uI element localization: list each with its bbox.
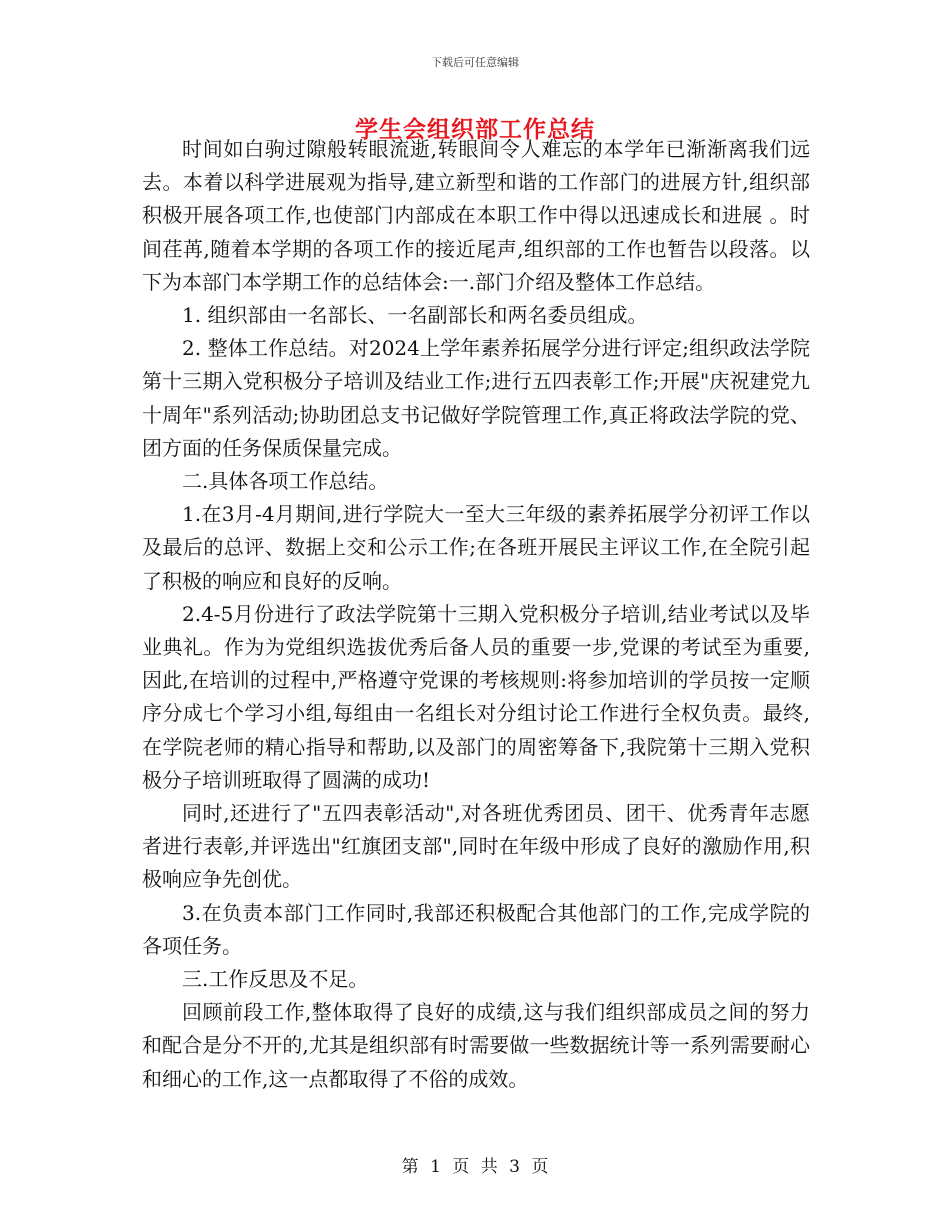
document-body	[142, 133, 810, 1096]
section-heading-3: 三.工作反思及不足。	[182, 967, 369, 992]
document-title: 学生会组织部工作总结	[355, 117, 595, 143]
paragraph-detail-2b: 同时,还进行了"五四表彰活动",对各班优秀团员、团干、优秀青年志愿者进行表彰,并评选出"红旗团支部",同时在年级中形成了良好的激励作用,积极响应争先创优。	[142, 801, 810, 892]
page-number: 第 1 页 共 3 页	[401, 1157, 549, 1177]
paragraph-reflection: 回顾前段工作,整体取得了良好的成绩,这与我们组织部成员之间的努力和配合是分不开的,尤其是组织部有时需要做一些数据统计等一系列需要耐心和细心的工作,这一点都取得了不俗的成效。	[142, 1000, 810, 1091]
section-heading-2: 二.具体各项工作总结。	[182, 469, 389, 494]
paragraph-detail-2: 2.4-5月份进行了政法学院第十三期入党积极分子培训,结业考试以及毕业典礼。作为为党组织选拔优秀后备人员的重要一步,党课的考试至为重要,因此,在培训的过程中,严格遵守党课的考核规则:将参加培训的学员按一定顺序分成七个学习小组,每组由一名组长对分组讨论工作进行全权负责。最终,在学院老师的精心指导和帮助,以及部门的周密筹备下,我院第十三期入党积极分子培训班取得了圆满的成功!	[142, 601, 810, 792]
paragraph-detail-3: 3.在负责本部门工作同时,我部还积极配合其他部门的工作,完成学院的各项任务。	[142, 900, 810, 958]
header-note: 下载后可任意编辑	[431, 56, 519, 69]
paragraph-intro: 时间如白驹过隙般转眼流逝,转眼间令人难忘的本学年已渐渐离我们远去。本着以科学进展观为指导,建立新型和谐的工作部门的进展方针,组织部积极开展各项工作,也使部门内部成在本职工作中得以迅速成长和进展 。时间荏苒,随着本学期的各项工作的接近尾声,组织部的工作也暂告以段落。以下为本部门本学期工作的总结体会:一.部门介绍及整体工作总结。	[142, 137, 810, 294]
paragraph-detail-1: 1.在3月-4月期间,进行学院大一至大三年级的素养拓展学分初评工作以及最后的总评、数据上交和公示工作;在各班开展民主评议工作,在全院引起了积极的响应和良好的反响。	[142, 502, 810, 593]
paragraph-item-2: 2. 整体工作总结。对2024上学年素养拓展学分进行评定;组织政法学院第十三期入党积极分子培训及结业工作;进行五四表彰工作;开展"庆祝建党九十周年"系列活动;协助团总支书记做好学院管理工作,真正将政法学院的党、团方面的任务保质保量完成。	[142, 336, 810, 460]
paragraph-item-1: 1. 组织部由一名部长、一名副部长和两名委员组成。	[182, 303, 648, 328]
